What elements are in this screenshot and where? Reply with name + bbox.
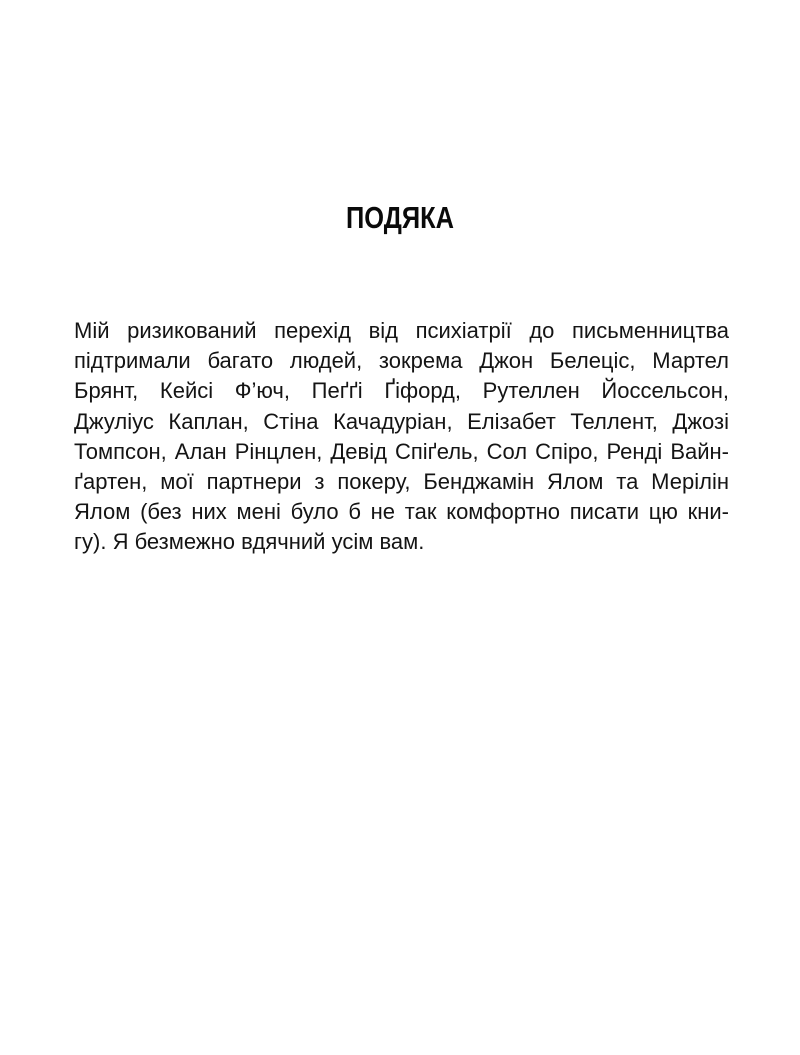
- page-title: ПОДЯКА: [346, 200, 454, 235]
- paragraph-line: гу). Я безмежно вдячний усім вам.: [74, 529, 425, 555]
- paragraph-line: ґартен, мої партнери з покеру, Бенджамін Ялом та Мерілін: [74, 468, 729, 494]
- paragraph-line: підтримали багато людей, зокрема Джон Белеціс, Мартел: [74, 348, 729, 374]
- paragraph-line: Томпсон, Алан Рінцлен, Девід Спіґель, Сол Спіро, Ренді Вайн-: [74, 438, 729, 464]
- acknowledgement-paragraph: [74, 316, 729, 558]
- paragraph-line: Мій ризикований перехід від психіатрії до письменництва: [74, 318, 729, 343]
- paragraph-line: Ялом (без них мені було б не так комфортно писати цю кни-: [74, 499, 729, 525]
- paragraph-line: Брянт, Кейсі Ф’юч, Пеґґі Ґіфорд, Рутеллен Йоссельсон,: [74, 378, 729, 404]
- paragraph-line: Джуліус Каплан, Стіна Качадуріан, Елізабет Теллент, Джозі: [74, 408, 729, 434]
